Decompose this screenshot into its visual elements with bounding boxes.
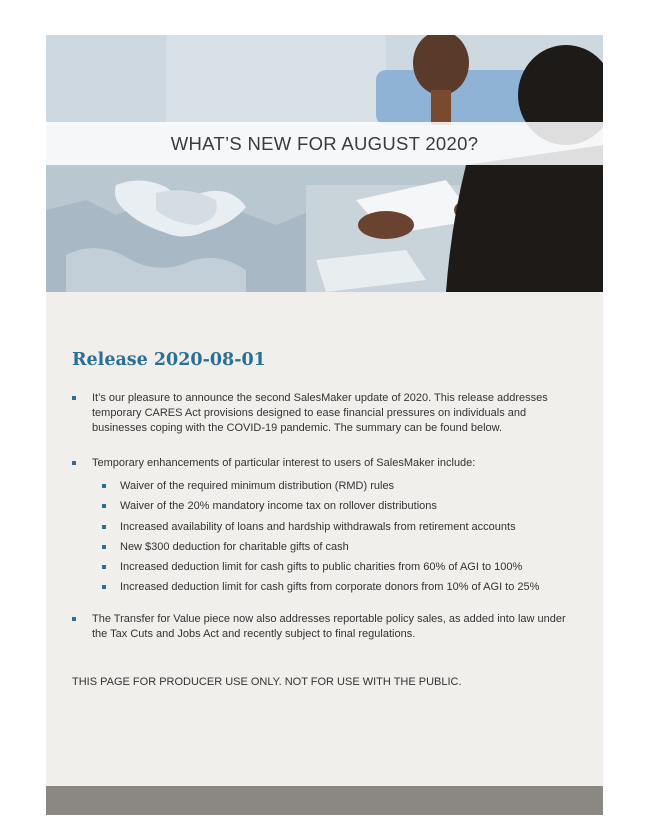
document-page bbox=[46, 35, 603, 815]
enhancement-item: Increased deduction limit for cash gifts to public charities from 60% of AGI to 100% bbox=[72, 560, 577, 575]
main-content bbox=[72, 350, 577, 688]
enhancement-item: Waiver of the 20% mandatory income tax on rollover distributions bbox=[72, 499, 577, 514]
header-banner bbox=[46, 35, 603, 292]
transfer-note-bullet: The Transfer for Value piece now also addresses reportable policy sales, as added into law under the Tax Cuts and Jobs Act and recently subject to final regulations. bbox=[72, 612, 577, 642]
enhancement-item: Increased deduction limit for cash gifts from corporate donors from 10% of AGI to 25% bbox=[72, 580, 577, 595]
enhancement-item: Waiver of the required minimum distribution (RMD) rules bbox=[72, 479, 577, 494]
release-notes-list-continued bbox=[72, 612, 577, 642]
producer-use-disclaimer: THIS PAGE FOR PRODUCER USE ONLY. NOT FOR USE WITH THE PUBLIC. bbox=[72, 676, 462, 689]
enhancements-list bbox=[72, 479, 577, 595]
enhancement-item: Increased availability of loans and hardship withdrawals from retirement accounts bbox=[72, 520, 577, 535]
header-title-band bbox=[46, 122, 603, 165]
enhancement-item: New $300 deduction for charitable gifts of cash bbox=[72, 540, 577, 555]
page-title: WHAT’S NEW FOR AUGUST 2020? bbox=[170, 132, 479, 154]
release-notes-list bbox=[72, 391, 577, 471]
release-title: Release 2020-08-01 bbox=[72, 350, 266, 370]
enhancements-lead-bullet: Temporary enhancements of particular interest to users of SalesMaker include: bbox=[72, 456, 577, 471]
intro-bullet: It’s our pleasure to announce the second SalesMaker update of 2020. This release addresses temporary CARES Act provisions designed to ease financial pressures on individuals and businesses coping with the COVID-19 pandemic. The summary can be found below. bbox=[72, 391, 577, 436]
footer-bar bbox=[46, 786, 603, 815]
